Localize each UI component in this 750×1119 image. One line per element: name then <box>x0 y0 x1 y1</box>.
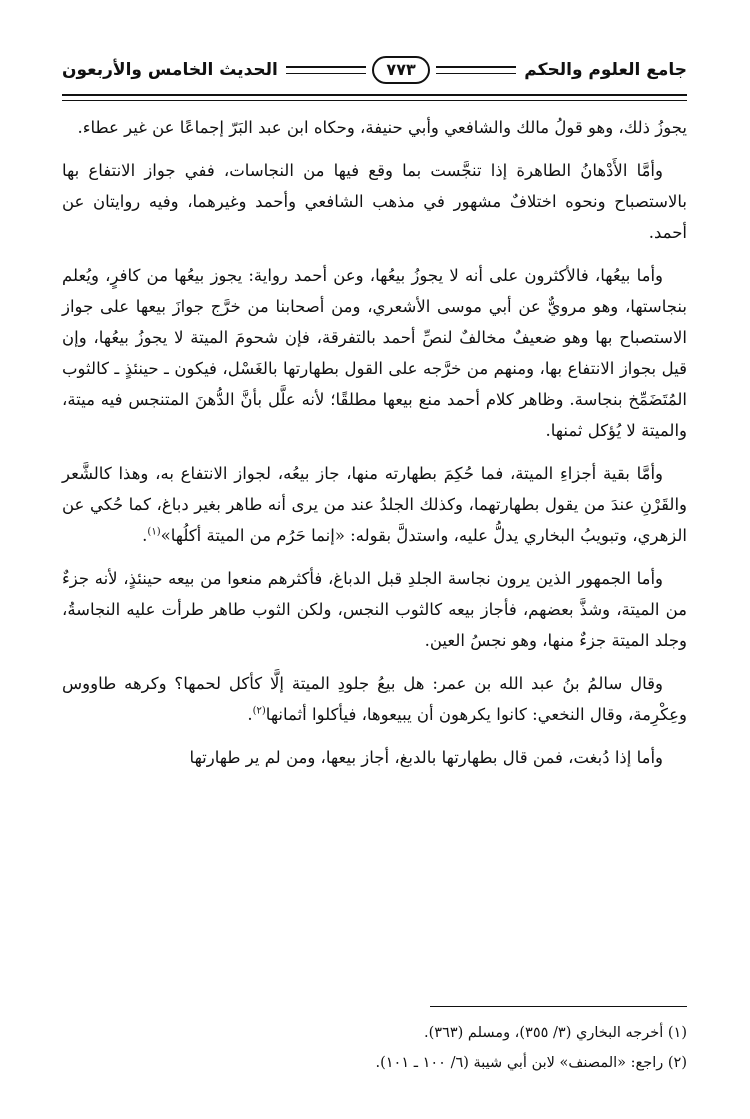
paragraph: يجوزُ ذلك، وهو قولُ مالك والشافعي وأبي حنيفة، وحكاه ابن عبد البَرّ إجماعًا عن غير عطاء. <box>77 118 687 137</box>
page-number: ٧٧٣ <box>372 56 429 84</box>
book-title: جامع العلوم والحكم <box>524 60 687 80</box>
main-text <box>62 112 687 785</box>
paragraph-text: وأمَّا بقية أجزاءِ الميتة، فما حُكِمَ بطهارته منها، جاز بيعُه، لجواز الانتفاع به، وهذا كالشَّعر والقَرْنِ عندَ من يقول بطهارتهما، وكذلك الجلدُ عند من يرى أنه طاهر بغير دباغ، كما حُكي عن الزهري، وتبويبُ البخاري يدلُّ عليه، واستدلَّ بقوله: «إنما حَرُم من الميتة أكلُها» <box>62 464 687 545</box>
footnote-item: (١) أخرجه البخاري (٣/ ٣٥٥)، ومسلم (٣٦٣). <box>424 1025 687 1041</box>
footnote-divider <box>430 1006 687 1007</box>
header-rule-left <box>286 66 367 74</box>
paragraph-text: وقال سالمُ بنُ عبد الله بن عمر: هل بيعُ جلودِ الميتة إلَّا كأكل لحمها؟ وكرهه طاووس وعِكْرِمة، وقال النخعي: كانوا يكرهون أن يبيعوها، فيأكلوا أثمانها <box>62 674 687 724</box>
paragraph <box>62 458 687 551</box>
footnote-item: (٢) راجع: «المصنف» لابن أبي شيبة (٦/ ١٠٠ ـ ١٠١). <box>375 1055 687 1071</box>
paragraph: وأما إذا دُبغت، فمن قال بطهارتها بالدبغ، أجاز بيعها، ومن لم ير طهارتها <box>189 748 663 767</box>
chapter-title: الحديث الخامس والأربعون <box>62 60 278 80</box>
footnotes <box>62 1018 687 1078</box>
paragraph-end: . <box>247 705 253 724</box>
paragraph: وأمَّا الأَدْهانُ الطاهرة إذا تنجَّست بما وقع فيها من النجاسات، ففي جواز الانتفاع بها بالاستصباح ونحوه اختلافٌ مشهور في مذهب الشافعي وأحمد وغيرهما، وفيه روايتان عن أحمد. <box>62 161 687 242</box>
paragraph-end: . <box>142 526 148 545</box>
footnote-ref: (١) <box>147 526 161 538</box>
paragraph <box>62 668 687 730</box>
header-ornament <box>286 56 516 84</box>
footnote-ref: (٢) <box>252 705 266 717</box>
header-rule-right <box>436 66 517 74</box>
paragraph: وأما بيعُها، فالأكثرون على أنه لا يجوزُ بيعُها، وعن أحمد رواية: يجوز بيعُها من كافرٍ، ويُعلم بنجاستها، وهو مرويٌّ عن أبي موسى الأشعري، ومن أصحابنا من خرَّج جوازَ بيعها على جواز الاستصباح بها وهو ضعيفٌ مخالفٌ لنصِّ أحمد بالتفرقة، فإن شحومَ الميتة لا يجوزُ بيعُها، وإن قيل بجواز الانتفاع بها، ومنهم من خرَّجه على القول بطهارتها بالغَسْل، فيكون ـ حينئذٍ ـ كالثوب المُتَضَمِّخ بنجاسة. وظاهر كلام أحمد منع بيعها مطلقًا؛ لأنه علَّل بأنَّ الدُّهنَ المتنجس فيه ميتة، والميتة لا يُؤكل ثمنها. <box>62 266 687 440</box>
running-header <box>62 50 687 90</box>
header-divider <box>62 94 687 101</box>
paragraph: وأما الجمهور الذين يرون نجاسة الجلدِ قبل الدباغ، فأكثرهم منعوا من بيعه حينئذٍ، لأنه جزءٌ من الميتة، وشذَّ بعضهم، فأجاز بيعه كالثوب النجس، ولكن الثوب طاهر طرأت عليه النجاسةُ، وجلد الميتة جزءٌ منها، وهو نجسُ العين. <box>62 569 687 650</box>
